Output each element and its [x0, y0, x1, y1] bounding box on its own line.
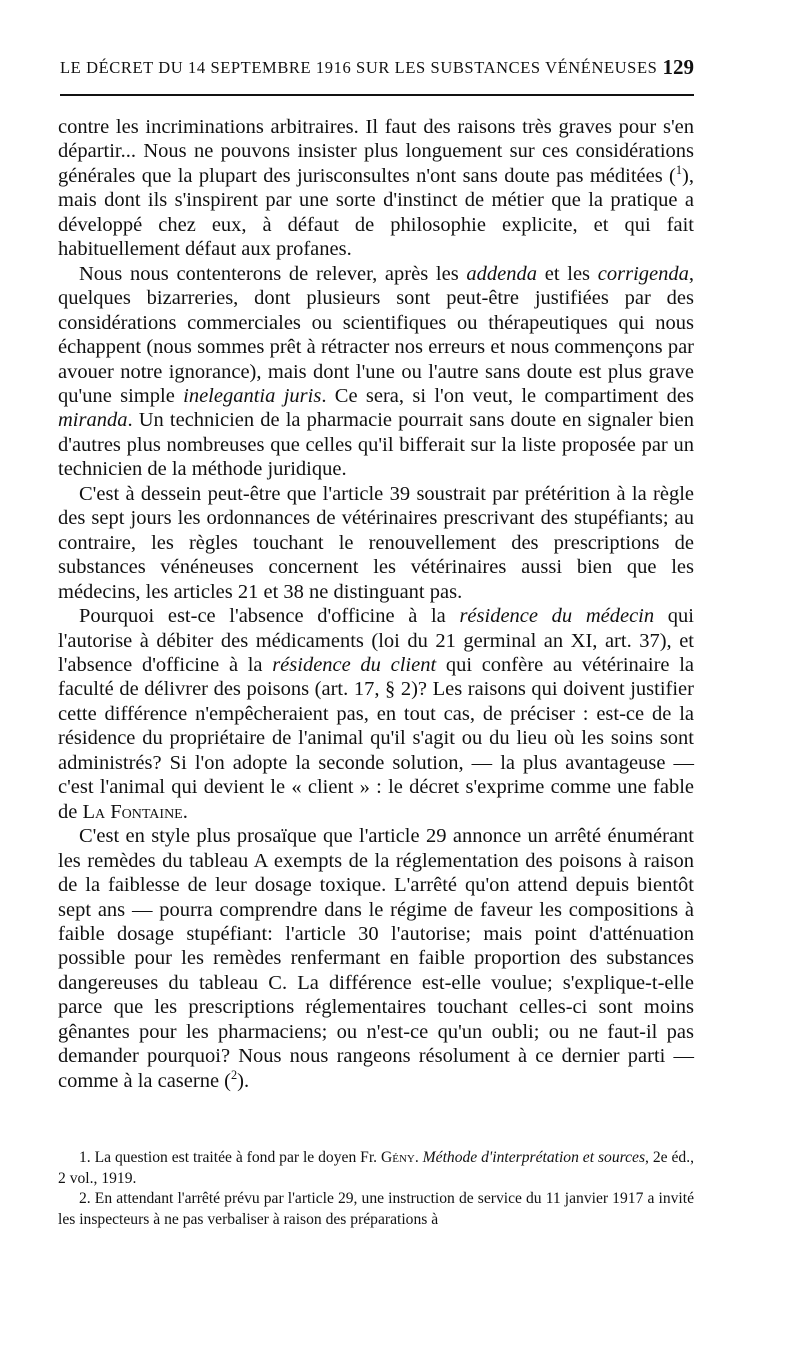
- footnote-1: [58, 1148, 694, 1189]
- paragraph-4: [58, 604, 694, 824]
- text-run: Nous nous contenterons de relever, après les: [79, 262, 467, 285]
- italic-corrigenda: corrigenda: [597, 262, 689, 285]
- italic-inelegantia-juris: inelegantia juris: [183, 384, 322, 407]
- text-run: ), mais dont ils s'inspirent par une sorte d'instinct de métier que la pratique a développé chez eux, à défaut de philosophie explicite, et qui fait habituellement défaut aux profanes.: [58, 164, 694, 261]
- italic-miranda: miranda: [58, 409, 128, 432]
- text-run: , quelques bizarreries, dont plusieurs sont peut-être justifiées par des considérations commerciales ou scientifiques ou thérapeutiques qui nous échappent (nous sommes prêt à rétracter nos erreurs et nous commençons par avouer notre ignorance), mais dont l'une ou l'autre sans doute est plus grave qu'une simple: [58, 262, 694, 407]
- text-run: C'est en style plus prosaïque que l'article 29 annonce un arrêté énumérant les remèdes du tableau A exempts de la réglementation des poisons à raison de la faiblesse de leur dosage toxique. L'arrêté qu'on attend depuis bientôt sept ans — pourra comprendre dans le régime de faveur les compositions à faible dosage stupéfiant: l'article 30 l'autorise; mais point d'atténuation possible pour les remèdes renfermant en faible proportion des substances dangereuses du tableau C. La différence est-elle voulue; s'explique-t-elle parce que les prescriptions réglementaires touchant celles-ci sont moins gênantes pour les pharmaciens; ou n'est-ce qu'un oubli; ou ne faut-il pas demander pourquoi? Nous nous rangeons résolument à ce dernier parti — comme à la caserne (: [58, 825, 694, 1092]
- footnotes: [58, 1148, 694, 1230]
- header-rule: [60, 94, 694, 96]
- text-run: qui confère au vétérinaire la faculté de délivrer des poisons (art. 17, § 2)? Les raisons qui doivent justifier cette différence n'empêcheraient pas, en tout cas, de préciser : est-ce de la résidence du propriétaire de l'animal qu'il s'agit ou du lieu où les soins sont administrés? Si l'on adopte la seconde solution, — la plus avantageuse — c'est l'animal qui devient le « client » : le décret s'exprime comme une fable de: [58, 653, 694, 823]
- paragraph-2: [58, 262, 694, 482]
- text-run: . Un technicien de la pharmacie pourrait sans doute en signaler bien d'autres plus nombreuses que celles qu'il bifferait sur la liste proposée par un technicien de la méthode juridique.: [58, 409, 694, 481]
- text-run: 1. La question est traitée à fond par le doyen Fr.: [79, 1149, 381, 1166]
- running-header: [60, 55, 694, 84]
- text-run: et les: [537, 262, 598, 285]
- page-number: 129: [662, 55, 694, 79]
- text-run: contre les incriminations arbitraires. Il faut des raisons très graves pour s'en départir... Nous ne pouvons insister plus longuement sur ces considérations générales que la plupart des jurisconsultes n'ont sans doute pas méditées (: [58, 116, 694, 187]
- author-name-geny: Gény: [380, 1149, 415, 1166]
- paragraph-1: [58, 115, 694, 262]
- running-title: LE DÉCRET DU 14 SEPTEMBRE 1916 SUR LES SUBSTANCES VÉNÉNEUSES: [60, 58, 658, 77]
- text-run: Pourquoi est-ce l'absence d'officine à la: [79, 605, 460, 628]
- italic-residence-medecin: résidence du médecin: [459, 605, 655, 628]
- text-run: .: [414, 1149, 423, 1166]
- text-run: qui l'autorise à débiter des médicaments (loi du 21 germinal an XI, art. 37), et l'absence d'officine à la: [58, 605, 695, 676]
- text-run: , 2e éd., 2 vol., 1919.: [58, 1149, 695, 1187]
- author-name-la-fontaine: La Fontaine: [82, 800, 183, 823]
- italic-book-title: Méthode d'interprétation et sources: [422, 1149, 646, 1166]
- text-run: . Ce sera, si l'on veut, le compartiment des: [321, 384, 694, 407]
- paragraph-5: [58, 824, 694, 1093]
- text-run: ).: [237, 1069, 250, 1092]
- footnote-2: 2. En attendant l'arrêté prévu par l'article 29, une instruction de service du 11 janvier 1917 a invité les inspecteurs à ne pas verbaliser à raison des préparations à: [58, 1190, 694, 1228]
- footnote-ref-2: 2: [231, 1067, 238, 1082]
- text-run: .: [182, 800, 188, 823]
- main-text: [58, 115, 694, 1093]
- paragraph-3: C'est à dessein peut-être que l'article 39 soustrait par prétérition à la règle des sept jours les ordonnances de vétérinaires prescrivant des stupéfiants; au contraire, les règles touchant le renouvellement des prescriptions de substances vénéneuses concernent les vétérinaires aussi bien que les médecins, les articles 21 et 38 ne distinguant pas.: [58, 482, 694, 603]
- footnote-ref-1: 1: [675, 163, 683, 178]
- italic-addenda: addenda: [466, 262, 538, 285]
- italic-residence-client: résidence du client: [272, 653, 437, 676]
